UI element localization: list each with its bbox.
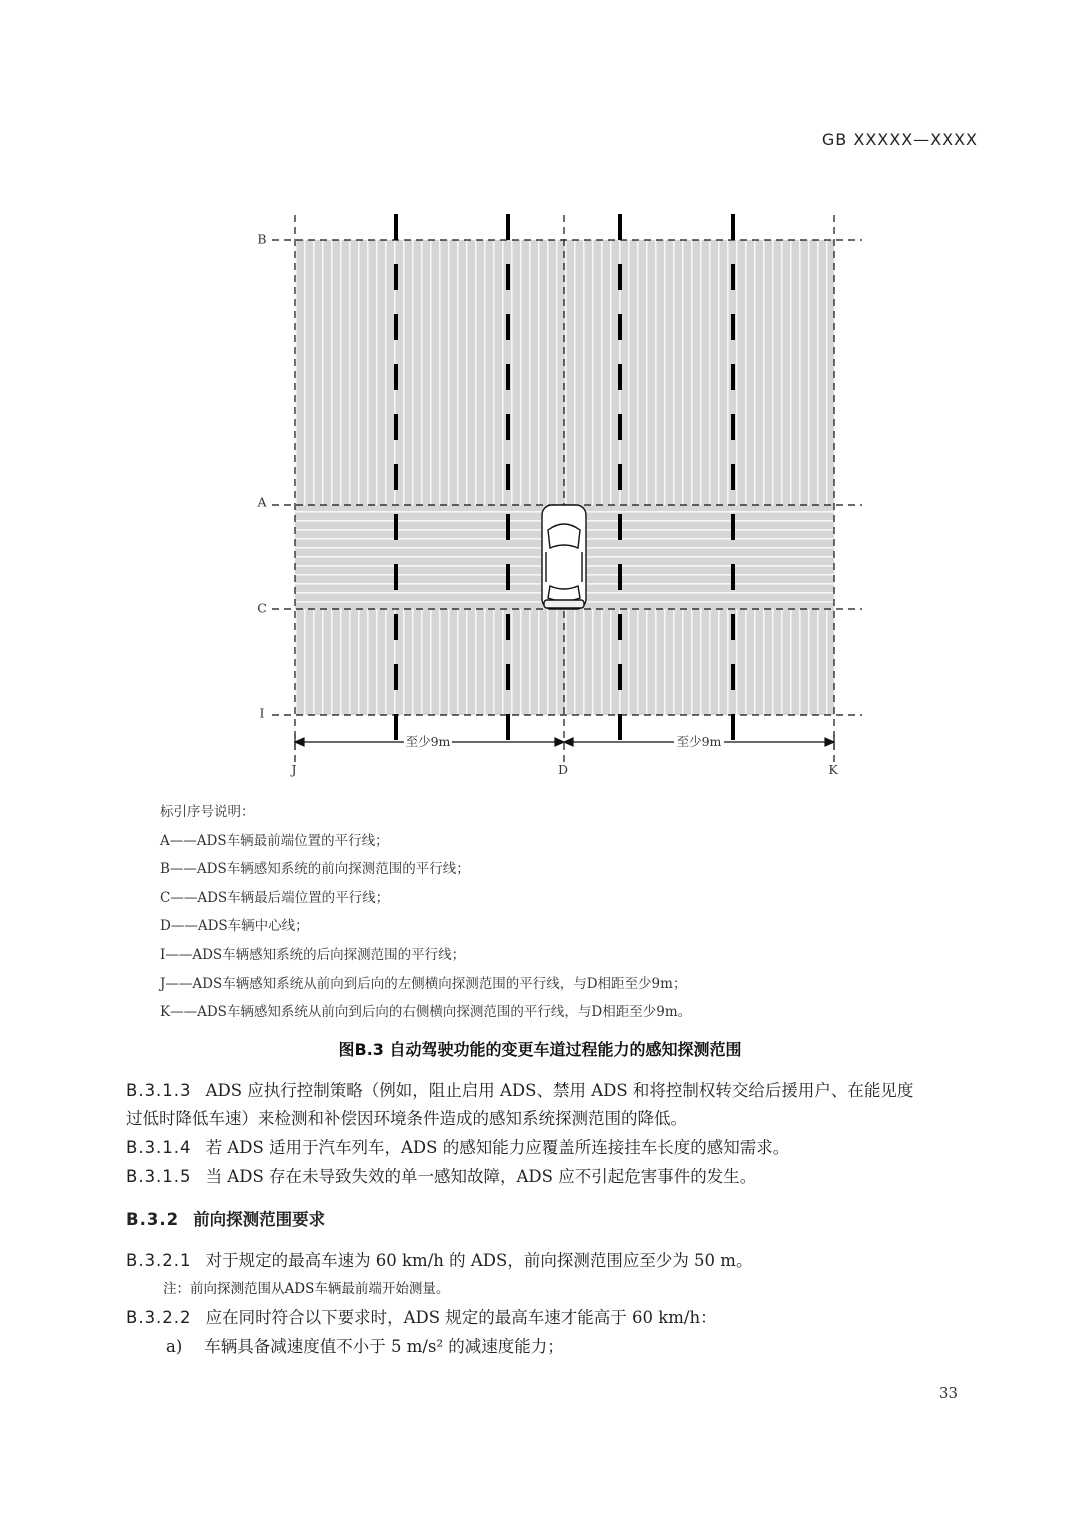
list-item-a: a) 车辆具备减速度值不小于 5 m/s² 的减速度能力； bbox=[166, 1337, 564, 1356]
label-j: J bbox=[291, 762, 297, 777]
legend bbox=[160, 798, 691, 1027]
legend-item: D——ADS车辆中心线； bbox=[160, 918, 309, 935]
legend-item: C——ADS车辆最后端位置的平行线； bbox=[160, 889, 390, 906]
legend-item: K——ADS车辆感知系统从前向到后向的右侧横向探测范围的平行线，与D相距至少9m。 bbox=[160, 1004, 692, 1021]
label-i: I bbox=[259, 705, 265, 721]
legend-item: A——ADS车辆最前端位置的平行线； bbox=[160, 832, 389, 849]
dimension-label-right: 至少9m bbox=[676, 734, 722, 749]
clause-b3-2-2: B.3.2.2 应在同时符合以下要求时，ADS 规定的最高车速才能高于 60 km/h： bbox=[126, 1308, 717, 1327]
clause-b3-1-3: B.3.1.3 ADS 应执行控制策略（例如，阻止启用 ADS、禁用 ADS 和将控制权转交给后援用户、在能见度 bbox=[126, 1081, 914, 1100]
label-d: D bbox=[557, 762, 569, 777]
clause-b3-1-5: B.3.1.5 当 ADS 存在未导致失效的单一感知故障，ADS 应不引起危害事件的发生。 bbox=[126, 1167, 757, 1186]
legend-item: I——ADS车辆感知系统的后向探测范围的平行线； bbox=[160, 946, 466, 963]
document-code: GB XXXXX—XXXX bbox=[821, 130, 978, 149]
legend-item: B——ADS车辆感知系统的前向探测范围的平行线； bbox=[160, 861, 470, 878]
section-b3-2: B.3.2 前向探测范围要求 bbox=[126, 1210, 326, 1229]
clause-b3-2-1: B.3.2.1 对于规定的最高车速为 60 km/h 的 ADS，前向探测范围应至少为 50 m。 bbox=[126, 1251, 753, 1270]
clause-b3-1-3-cont: 过低时降低车速）来检测和补偿因环境条件造成的感知系统探测范围的降低。 bbox=[126, 1109, 687, 1128]
legend-title: 标引序号说明： bbox=[160, 804, 255, 820]
note: 注：前向探测范围从ADS车辆最前端开始测量。 bbox=[163, 1281, 450, 1297]
label-b: B bbox=[257, 231, 267, 247]
label-a: A bbox=[257, 494, 267, 510]
ads-vehicle bbox=[542, 505, 586, 609]
clause-b3-1-4: B.3.1.4 若 ADS 适用于汽车列车，ADS 的感知能力应覆盖所连接挂车长度的感知需求。 bbox=[126, 1138, 790, 1157]
label-k: K bbox=[828, 762, 838, 777]
label-c: C bbox=[257, 600, 267, 616]
legend-item: J——ADS车辆感知系统从前向到后向的左侧横向探测范围的平行线，与D相距至少9m； bbox=[160, 975, 687, 992]
dimension-label-left: 至少9m bbox=[405, 734, 451, 749]
figure-caption: 图B.3 自动驾驶功能的变更车道过程能力的感知探测范围 bbox=[338, 1040, 742, 1059]
page-number: 33 bbox=[938, 1384, 958, 1402]
